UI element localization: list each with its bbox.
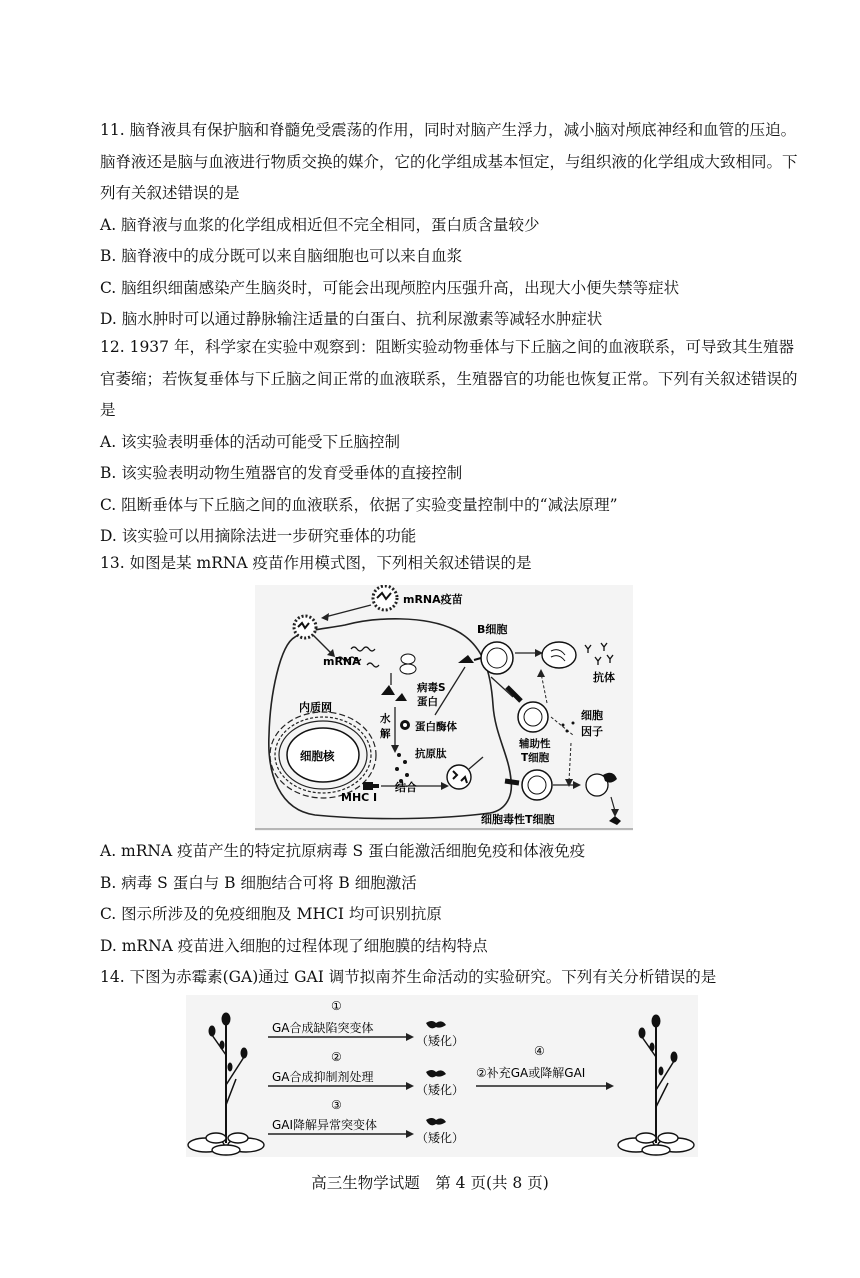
label-nucleus: 细胞核 [300, 749, 335, 763]
label-ga-synthesis-defective: GA合成缺陷突变体 [272, 1021, 374, 1035]
label-n2: ② [331, 1050, 342, 1064]
question-14-stem: 14. 下图为赤霉素(GA)通过 GAI 调节拟南芥生命活动的实验研究。下列有关分析错误的是 [100, 968, 717, 986]
question-11 [100, 115, 800, 336]
label-n1: ① [331, 999, 342, 1013]
label-cytokine-1: 细胞 [581, 709, 603, 722]
question-11-option-a: A. 脑脊液与血浆的化学组成相近但不完全相同，蛋白质含量较少 [100, 215, 540, 234]
ga-arabidopsis-diagram [186, 995, 698, 1157]
label-antigen-peptide: 抗原肽 [415, 748, 447, 760]
cytotoxic-t-cell [522, 770, 552, 800]
question-13-option-d: D. mRNA 疫苗进入细胞的过程体现了细胞膜的结构特点 [100, 936, 488, 955]
label-proteasome: 蛋白酶体 [415, 721, 457, 733]
page-footer: 高三生物学试题 第 4 页(共 8 页) [311, 1174, 549, 1192]
mrna-vaccine-particle [373, 586, 397, 610]
label-er: 内质网 [299, 701, 332, 714]
label-cytokine-2: 因子 [581, 725, 603, 738]
label-virus-s-2: 蛋白 [417, 696, 438, 708]
label-mrna-vaccine: mRNA疫苗 [403, 593, 463, 606]
question-12 [100, 332, 800, 553]
label-mrna: mRNA [323, 655, 361, 668]
label-bind: 结合 [395, 781, 417, 794]
question-12-option-b: B. 该实验表明动物生殖器官的发育受垂体的直接控制 [100, 464, 463, 482]
label-mhc: MHC Ⅰ [341, 791, 378, 804]
label-hydrolysis-1: 水 [380, 713, 391, 725]
question-12-stem: 12. 1937 年，科学家在实验中观察到：阻断实验动物垂体与下丘脑之间的血液联系，可导致其生殖器官萎缩；若恢复垂体与下丘脑之间正常的血液联系，生殖器官的功能也恢复正常。下列有关叙述错误的是 [100, 338, 798, 419]
question-13-option-a: A. mRNA 疫苗产生的特定抗原病毒 S 蛋白能激活细胞免疫和体液免疫 [100, 842, 586, 860]
label-b-cell: B细胞 [477, 623, 508, 636]
question-13-option-c: C. 图示所涉及的免疫细胞及 MHCI 均可识别抗原 [100, 905, 442, 923]
label-n4: ④ [534, 1044, 545, 1058]
mrna-vaccine-diagram [255, 585, 633, 831]
label-hydrolysis-2: 解 [380, 728, 391, 740]
label-antibody: 抗体 [593, 671, 615, 684]
label-helper-2: T细胞 [521, 752, 550, 764]
question-11-option-d: D. 脑水肿时可以通过静脉输注适量的白蛋白、抗利尿激素等减轻水肿症状 [100, 310, 603, 328]
question-13-stem: 13. 如图是某 mRNA 疫苗作用模式图，下列相关叙述错误的是 [100, 554, 532, 572]
label-n3: ③ [331, 1098, 342, 1112]
question-11-option-c: C. 脑组织细菌感染产生脑炎时，可能会出现颅腔内压强升高，出现大小便失禁等症状 [100, 278, 680, 297]
helper-t-cell [518, 702, 548, 732]
label-ga-inhibitor: GA合成抑制剂处理 [272, 1070, 374, 1084]
mhc-antigen-vesicle [447, 765, 471, 789]
question-11-option-b: B. 脑脊液中的成分既可以来自脑细胞也可以来自血浆 [100, 247, 463, 265]
label-helper-1: 辅助性 [519, 738, 551, 750]
endocytic-vesicle [294, 616, 316, 638]
question-12-option-c: C. 阻断垂体与下丘脑之间的血液联系，依据了实验变量控制中的“减法原理” [100, 495, 618, 514]
question-13-options [100, 836, 800, 962]
label-virus-s-1: 病毒S [417, 682, 446, 694]
label-gai-degradation-mutant: GAI降解异常突变体 [272, 1118, 378, 1132]
question-12-option-d: D. 该实验可以用摘除法进一步研究垂体的功能 [100, 527, 417, 545]
question-13-option-b: B. 病毒 S 蛋白与 B 细胞结合可将 B 细胞激活 [100, 873, 417, 892]
label-dwarf-1: （矮化） [416, 1034, 465, 1048]
label-dwarf-3: （矮化） [416, 1131, 465, 1145]
label-cytotoxic-t-cell: 细胞毒性T细胞 [481, 813, 555, 826]
label-dwarf-2: （矮化） [416, 1083, 465, 1097]
question-11-stem: 11. 脑脊液具有保护脑和脊髓免受震荡的作用，同时对脑产生浮力，减小脑对颅底神经和血管的压迫。脑脊液还是脑与血液进行物质交换的媒介，它的化学组成基本恒定，与组织液的化学组成大致相同。下列有关叙述错误的是 [100, 121, 798, 202]
label-supplement-ga: ②补充GA或降解GAI [476, 1066, 586, 1080]
proteasome-icon [400, 720, 410, 730]
question-12-option-a: A. 该实验表明垂体的活动可能受下丘脑控制 [100, 432, 401, 451]
plasma-cell [542, 642, 576, 668]
